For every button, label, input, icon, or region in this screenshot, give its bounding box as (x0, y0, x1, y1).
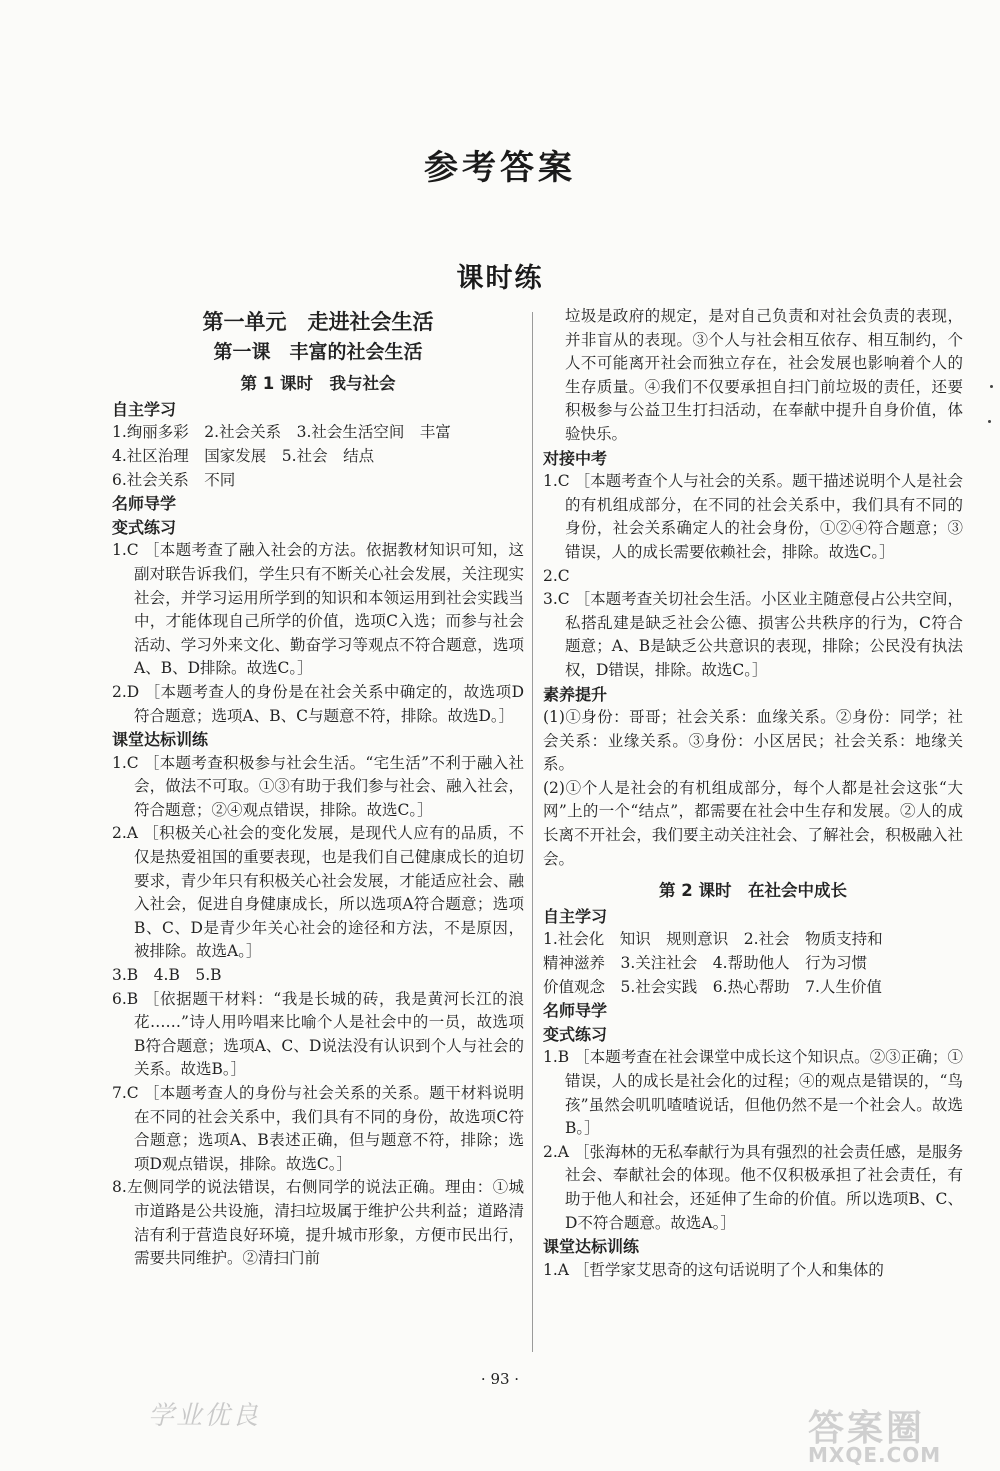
watermark-logo-text: 答案圈 (808, 1408, 926, 1449)
unit-title: 第一单元 走进社会生活 (202, 310, 434, 334)
answer-line: 6.社会关系 不同 (112, 470, 236, 489)
answer-item: 6.B ［依据题干材料：“我是长城的砖，我是黄河长江的浪花……”诗人用吟唱来比喻个人是社会中的一员，故选项B符合题意；选项A、C、D说法没有认识到个人与社会的关系。故选B。］ (112, 989, 524, 1079)
answer-paragraph: (1)①身份：哥哥；社会关系：血缘关系。②身份：同学；社会关系：业缘关系。③身份：小区居民；社会关系：地缘关系。 (543, 708, 963, 774)
right-column (543, 305, 963, 1282)
margin-dot (990, 385, 993, 388)
section-title: 课时练 (456, 263, 544, 294)
answer-item: 3.C ［本题考查关切社会生活。小区业主随意侵占公共空间，私搭乱建是缺乏社会公德、损害公共秩序的行为，C符合题意；A、B是缺乏公共意识的表现，排除；公民没有执法权，D错误，排除。故选C。］ (543, 590, 963, 679)
page-number: · 93 · (480, 1370, 520, 1388)
answer-item: 2.D ［本题考查人的身份是在社会关系中确定的，故选项D符合题意；选项A、B、C与题意不符，排除。故选D。］ (112, 682, 524, 725)
answer-item: 2.C (543, 566, 570, 585)
answer-line: 精神滋养 3.关注社会 4.帮助他人 行为习惯 (543, 954, 868, 973)
answer-line: 1.社会化 知识 规则意识 2.社会 物质支持和 (543, 930, 883, 949)
section-heading: 变式练习 (543, 1024, 608, 1044)
section-heading: 素养提升 (543, 684, 608, 704)
section-heading: 课堂达标训练 (543, 1237, 640, 1257)
answer-item: 1.A ［哲学家艾思奇的这句话说明了个人和集体的 (543, 1260, 884, 1279)
period-title: 第 2 课时 在社会中成长 (659, 881, 847, 901)
section-heading: 对接中考 (543, 448, 608, 468)
watermark-text: 学业优良 (148, 1401, 261, 1431)
answer-continuation: 垃圾是政府的规定，是对自己负责和对社会负责的表现，并非盲从的表现。③个人与社会相互依存、相互制约，个人不可能离开社会而独立存在，社会发展也影响着个人的生存质量。④我们不仅要承担自扫门前垃圾的责任，还要积极参与公益卫生打扫活动，在奉献中提升自身价值，体验快乐。 (565, 307, 963, 443)
answer-item: 1.C ［本题考查了融入社会的方法。依据教材知识可知，这副对联告诉我们，学生只有不断关心社会发展，关注现实社会，并学习运用所学到的知识和本领运用到社会实践当中，才能体现自己所学的价值，选项C入选；而参与社会活动、学习外来文化、勤奋学习等观点不符合题意，选项A、B、D排除。故选C。］ (112, 541, 524, 678)
answer-line: 1.绚丽多彩 2.社会关系 3.社会生活空间 丰富 (112, 423, 451, 442)
answer-item: 2.A ［积极关心社会的变化发展，是现代人应有的品质，不仅是热爱祖国的重要表现，也是我们自己健康成长的迫切要求，青少年只有积极关心社会发展，才能适应社会、融入社会，促进自身健康成长，所以选项A符合题意；选项B、C、D是青少年关心社会的途径和方法，不是原因，被排除。故选A。］ (112, 824, 524, 961)
answer-item: 3.B 4.B 5.B (112, 966, 222, 985)
page-title: 参考答案 (424, 148, 576, 188)
lesson-title: 第一课 丰富的社会生活 (213, 340, 423, 363)
section-heading: 变式练习 (112, 517, 177, 537)
answer-item: 1.C ［本题考查积极参与社会生活。“宅生活”不利于融入社会，做法不可取。①③有助于我们参与社会、融入社会，符合题意；②④观点错误，排除。故选C。］ (112, 753, 524, 819)
section-heading: 名师导学 (543, 1001, 608, 1021)
answer-item: 1.C ［本题考查个人与社会的关系。题干描述说明个人是社会的有机组成部分，在不同的社会关系中，我们具有不同的身份，社会关系确定人的社会身份，①②④符合题意；③错误，人的成长需要依赖社会，排除。故选C。］ (543, 472, 963, 561)
section-heading: 自主学习 (543, 906, 608, 926)
answer-line: 价值观念 5.社会实践 6.热心帮助 7.人生价值 (543, 977, 882, 996)
column-divider (532, 312, 533, 1352)
section-heading: 自主学习 (112, 399, 177, 419)
answer-item: 1.B ［本题考查在社会课堂中成长这个知识点。②③正确；①错误，人的成长是社会化的过程；④的观点是错误的，“鸟孩”虽然会叽叽喳喳说话，但他仍然不是一个社会人。故选B。］ (543, 1048, 963, 1138)
period-title: 第 1 课时 我与社会 (240, 374, 396, 394)
answer-item: 2.A ［张海林的无私奉献行为具有强烈的社会责任感，是服务社会、奉献社会的体现。他不仅积极承担了社会责任，有助于他人和社会，还延伸了生命的价值。所以选项B、C、D不符合题意。故选A。］ (543, 1142, 963, 1232)
watermark-url: MXQE.COM (808, 1443, 942, 1467)
section-heading: 名师导学 (112, 494, 177, 514)
answer-item: 8.左侧同学的说法错误，右侧同学的说法正确。理由：①城市道路是公共设施，清扫垃圾属于维护公共利益；道路清洁有利于营造良好环境，提升城市形象，方便市民出行，需要共同维护。②清扫门前 (112, 1178, 524, 1268)
section-heading: 课堂达标训练 (112, 730, 209, 750)
left-column (112, 305, 524, 1271)
margin-dot (988, 420, 991, 423)
answer-line: 4.社区治理 国家发展 5.社会 结点 (112, 446, 375, 465)
answer-paragraph: (2)①个人是社会的有机组成部分，每个人都是社会这张“大网”上的一个“结点”，都需要在社会中生存和发展。②人的成长离不开社会，我们要主动关注社会、了解社会，积极融入社会。 (543, 778, 963, 868)
watermark-logo (808, 1400, 988, 1466)
answer-item: 7.C ［本题考查人的身份与社会关系的关系。题干材料说明在不同的社会关系中，我们具有不同的身份，故选项C符合题意；选项A、B表述正确，但与题意不符，排除；选项D观点错误，排除。故选C。］ (112, 1084, 524, 1173)
